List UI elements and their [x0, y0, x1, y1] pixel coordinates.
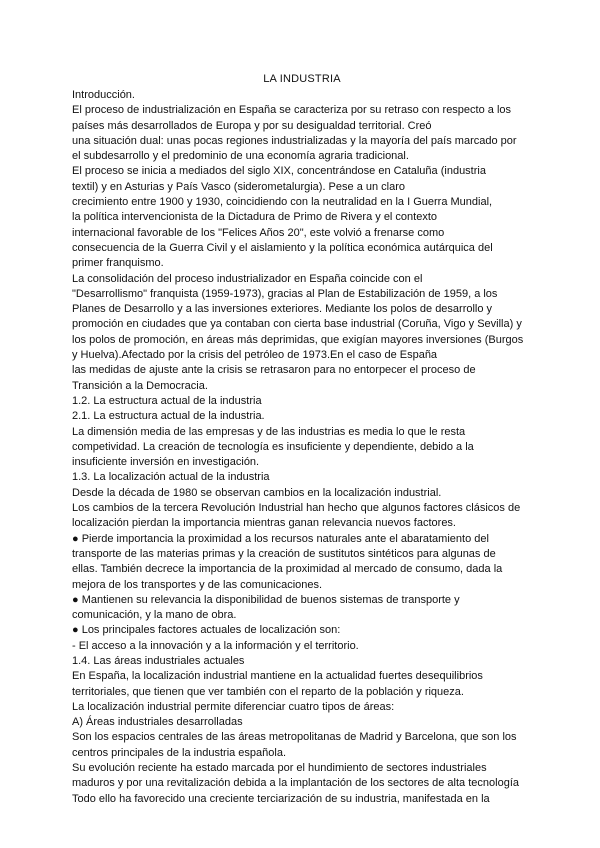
text-line: crecimiento entre 1900 y 1930, coincidiendo con la neutralidad en la I Guerra Mundial, — [72, 196, 493, 209]
text-line: comunicación, y la mano de obra. — [72, 609, 237, 622]
text-line: 2.1. La estructura actual de la industria. — [72, 410, 265, 423]
text-line: países más desarrollados de Europa y por su desigualdad territorial. Creó — [72, 119, 432, 132]
text-line: territoriales, que tienen que ver también con el reparto de la población y riqueza. — [72, 685, 464, 698]
text-line: Introducción. — [72, 89, 135, 101]
text-line: centros principales de la industria española. — [72, 746, 287, 759]
text-line: Desde la década de 1980 se observan cambios en la localización industrial. — [72, 486, 442, 499]
text-line: Son los espacios centrales de las áreas metropolitanas de Madrid y Barcelona, que son los — [72, 731, 517, 744]
text-line: El proceso de industrialización en España se caracteriza por su retraso con respecto a los — [72, 104, 512, 117]
text-line: - El acceso a la innovación y a la información y el territorio. — [72, 639, 359, 652]
text-line: consecuencia de la Guerra Civil y el aislamiento y la política económica autárquica del — [72, 241, 493, 254]
document-title: LA INDUSTRIA — [263, 73, 341, 85]
text-line: textil) y en Asturias y País Vasco (siderometalurgia). Pese a un claro — [72, 180, 405, 193]
text-line: insuficiente inversión en investigación. — [72, 456, 260, 469]
text-line: "Desarrollismo" franquista (1959-1973), gracias al Plan de Estabilización de 1959, a los — [72, 287, 498, 300]
text-line: promoción en ciudades que ya contaban con cierta base industrial (Coruña, Vigo y Sevilla) y — [72, 318, 522, 331]
text-line: el subdesarrollo y el predominio de una economía agraria tradicional. — [72, 150, 409, 163]
document-body — [72, 88, 532, 807]
text-line: maduros y por una revitalización debida a la implantación de los sectores de alta tecnología — [72, 777, 519, 790]
text-line: Todo ello ha favorecido una creciente terciarización de su industria, manifestada en la — [72, 792, 490, 805]
text-line: 1.2. La estructura actual de la industria — [72, 394, 262, 407]
text-line: La consolidación del proceso industrializador en España coincide con el — [72, 272, 423, 285]
text-line: una situación dual: unas pocas regiones industrializadas y la mayoría del país marcado por — [72, 134, 517, 147]
text-line: la política intervencionista de la Dictadura de Primo de Rivera y el contexto — [72, 211, 438, 224]
text-line: La localización industrial permite diferenciar cuatro tipos de áreas: — [72, 700, 395, 713]
text-line: El proceso se inicia a mediados del siglo XIX, concentrándose en Cataluña (industria — [72, 165, 486, 178]
text-line: ● Mantienen su relevancia la disponibilidad de buenos sistemas de transporte y — [72, 593, 460, 606]
text-line: y Huelva).Afectado por la crisis del petróleo de 1973.En el caso de España — [72, 349, 438, 362]
text-line: competividad. La creación de tecnología es insuficiente y dependiente, debido a la — [72, 440, 474, 453]
text-line: La dimensión media de las empresas y de las industrias es media lo que le resta — [72, 425, 466, 438]
text-line: Transición a la Democracia. — [72, 379, 208, 392]
text-line: primer franquismo. — [72, 257, 164, 270]
text-line: las medidas de ajuste ante la crisis se retrasaron para no entorpecer el proceso de — [72, 364, 476, 377]
text-line: 1.4. Las áreas industriales actuales — [72, 654, 245, 667]
text-line: Su evolución reciente ha estado marcada por el hundimiento de sectores industriales — [72, 762, 487, 775]
text-line: En España, la localización industrial mantiene en la actualidad fuertes desequilibrios — [72, 670, 483, 683]
text-line: A) Áreas industriales desarrolladas — [72, 716, 243, 729]
text-line: ellas. También decrece la importancia de la proximidad al mercado de consumo, dada la — [72, 563, 503, 576]
text-line: mejora de los transportes y de las comunicaciones. — [72, 578, 323, 591]
text-line: ● Pierde importancia la proximidad a los recursos naturales ante el abaratamiento del — [72, 532, 489, 545]
text-line: internacional favorable de los "Felices Años 20", este volvió a frenarse como — [72, 226, 445, 239]
text-line: localización pierdan la importancia mientras ganan relevancia nuevos factores. — [72, 517, 456, 530]
text-line: transporte de las materias primas y la creación de sustitutos sintéticos para algunas de — [72, 547, 496, 560]
text-line: Los cambios de la tercera Revolución Industrial han hecho que algunos factores clásicos de — [72, 502, 521, 515]
text-line: ● Los principales factores actuales de localización son: — [72, 624, 341, 637]
text-line: 1.3. La localización actual de la industria — [72, 471, 270, 484]
text-line: Planes de Desarrollo y a las inversiones exteriores. Mediante los polos de desarrollo y — [72, 303, 493, 316]
text-line: los polos de promoción, en áreas más deprimidas, que exigían mayores inversiones (Burgos — [72, 333, 524, 346]
